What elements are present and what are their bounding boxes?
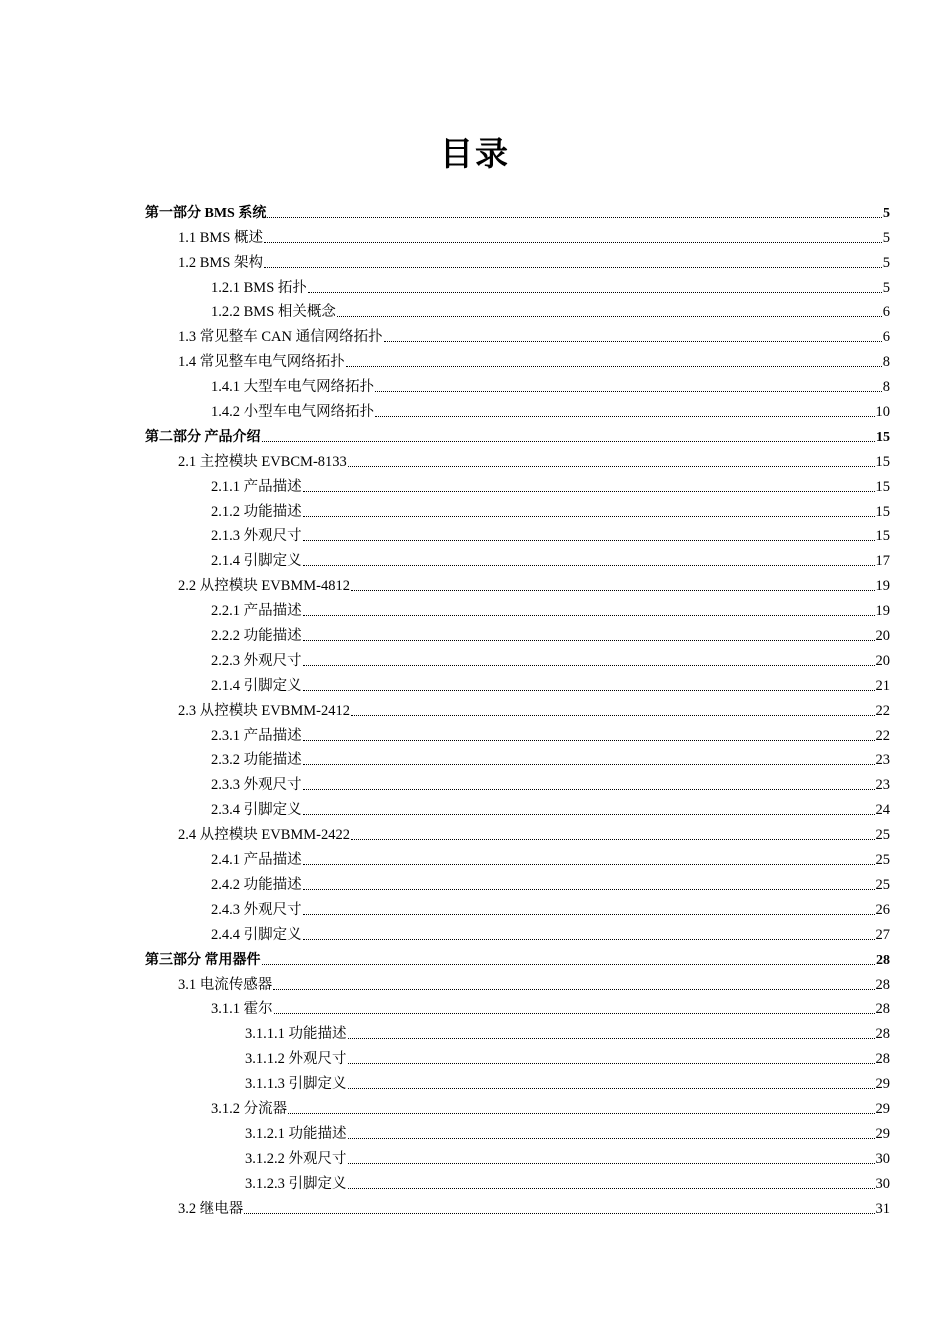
toc-entry-page-number: 6 (882, 304, 890, 321)
toc-entry-page-number: 5 (883, 205, 890, 221)
toc-entry-page-number: 15 (875, 453, 890, 470)
toc-entry[interactable] (145, 969, 890, 994)
dot-leader (337, 315, 882, 317)
toc-entry[interactable] (145, 371, 890, 396)
toc-entry-page-number: 28 (875, 1026, 890, 1043)
toc-entry[interactable] (145, 944, 890, 969)
dot-leader (348, 1062, 875, 1064)
toc-entry-page-number: 25 (875, 852, 890, 869)
toc-entry[interactable] (145, 545, 890, 570)
toc-entry-page-number: 20 (875, 628, 890, 645)
dot-leader (303, 813, 875, 815)
toc-entry[interactable] (145, 794, 890, 819)
toc-entry[interactable] (145, 645, 890, 670)
dot-leader (264, 241, 882, 243)
toc-entry-page-number: 22 (875, 727, 890, 744)
toc-entry-page-number: 24 (875, 802, 890, 819)
toc-entry[interactable] (145, 994, 890, 1019)
toc-entry[interactable] (145, 1043, 890, 1068)
dot-leader (348, 1187, 875, 1189)
toc-entry-label: 2.1.4 引脚定义 (211, 677, 302, 694)
toc-entry-page-number: 15 (875, 528, 890, 545)
toc-entry-label: 3.1.1.3 引脚定义 (245, 1076, 347, 1093)
toc-entry-page-number: 28 (875, 976, 890, 993)
toc-entry-label: 第一部分 BMS 系统 (145, 205, 267, 221)
toc-entry-label: 2.4.3 外观尺寸 (211, 901, 302, 918)
dot-leader (303, 763, 875, 765)
toc-entry[interactable] (145, 1168, 890, 1193)
toc-entry-label: 2.3 从控模块 EVBMM-2412 (178, 702, 350, 719)
dot-leader (308, 291, 882, 293)
toc-entry-label: 2.1 主控模块 EVBCM-8133 (178, 453, 347, 470)
dot-leader (346, 365, 882, 367)
dot-leader (303, 490, 875, 492)
toc-entry-page-number: 20 (875, 652, 890, 669)
dot-leader (288, 1112, 874, 1114)
table-of-contents (145, 197, 890, 1218)
toc-entry[interactable] (145, 396, 890, 421)
toc-entry-label: 2.3.1 产品描述 (211, 727, 302, 744)
toc-entry-page-number: 17 (875, 553, 890, 570)
toc-entry-page-number: 26 (875, 901, 890, 918)
toc-entry-page-number: 5 (882, 279, 890, 296)
toc-entry[interactable] (145, 1118, 890, 1143)
toc-entry[interactable] (145, 919, 890, 944)
toc-entry-label: 3.1 电流传感器 (178, 976, 273, 993)
toc-entry[interactable] (145, 595, 890, 620)
page-title: 目录 (440, 134, 510, 173)
toc-entry-page-number: 27 (875, 926, 890, 943)
dot-leader (351, 589, 875, 591)
toc-entry-label: 2.4 从控模块 EVBMM-2422 (178, 827, 350, 844)
toc-entry-label: 2.4.4 引脚定义 (211, 926, 302, 943)
toc-entry-page-number: 15 (876, 429, 890, 445)
dot-leader (348, 465, 875, 467)
toc-entry-label: 2.2.1 产品描述 (211, 603, 302, 620)
dot-leader (274, 1012, 875, 1014)
toc-entry[interactable] (145, 1093, 890, 1118)
toc-entry[interactable] (145, 421, 890, 446)
toc-entry-page-number: 25 (875, 827, 890, 844)
dot-leader (303, 539, 875, 541)
dot-leader (348, 1087, 875, 1089)
toc-entry-page-number: 31 (875, 1200, 890, 1217)
dot-leader (303, 639, 875, 641)
toc-entry-label: 1.2.1 BMS 拓扑 (211, 279, 307, 296)
toc-entry-page-number: 23 (875, 752, 890, 769)
dot-leader (303, 564, 875, 566)
toc-entry[interactable] (145, 446, 890, 471)
toc-entry-page-number: 6 (882, 329, 890, 346)
toc-entry-page-number: 28 (875, 1001, 890, 1018)
dot-leader (264, 266, 882, 268)
toc-entry[interactable] (145, 471, 890, 496)
dot-leader (303, 913, 875, 915)
dot-leader (351, 838, 875, 840)
toc-entry-label: 3.1.2.3 引脚定义 (245, 1175, 347, 1192)
dot-leader (303, 739, 875, 741)
toc-entry-label: 1.3 常见整车 CAN 通信网络拓扑 (178, 329, 383, 346)
dot-leader (348, 1037, 875, 1039)
toc-entry[interactable] (145, 197, 890, 222)
toc-entry-label: 1.4 常见整车电气网络拓扑 (178, 354, 345, 371)
toc-entry-page-number: 5 (882, 254, 890, 271)
toc-entry-label: 2.3.3 外观尺寸 (211, 777, 302, 794)
toc-entry[interactable] (145, 297, 890, 322)
toc-entry-label: 2.2.2 功能描述 (211, 628, 302, 645)
toc-entry-label: 第二部分 产品介绍 (145, 429, 261, 445)
toc-entry-page-number: 19 (875, 578, 890, 595)
toc-entry-page-number: 29 (875, 1076, 890, 1093)
toc-entry-page-number: 25 (875, 876, 890, 893)
toc-entry-label: 2.2 从控模块 EVBMM-4812 (178, 578, 350, 595)
toc-entry-page-number: 8 (882, 379, 890, 396)
toc-entry-label: 2.1.2 功能描述 (211, 503, 302, 520)
toc-entry[interactable] (145, 346, 890, 371)
dot-leader (348, 1162, 875, 1164)
dot-leader (375, 390, 882, 392)
toc-entry-page-number: 28 (876, 952, 890, 968)
toc-entry-page-number: 15 (875, 478, 890, 495)
toc-entry[interactable] (145, 695, 890, 720)
toc-entry-label: 2.1.4 引脚定义 (211, 553, 302, 570)
dot-leader (303, 689, 875, 691)
toc-entry-label: 2.3.4 引脚定义 (211, 802, 302, 819)
toc-entry[interactable] (145, 272, 890, 297)
toc-entry[interactable] (145, 670, 890, 695)
dot-leader (303, 938, 875, 940)
toc-entry[interactable] (145, 570, 890, 595)
toc-entry[interactable] (145, 869, 890, 894)
toc-entry[interactable] (145, 321, 890, 346)
toc-entry-page-number: 30 (875, 1175, 890, 1192)
toc-entry-page-number: 19 (875, 603, 890, 620)
dot-leader (384, 340, 882, 342)
toc-entry[interactable] (145, 1193, 890, 1218)
toc-entry-page-number: 30 (875, 1150, 890, 1167)
toc-entry-page-number: 10 (875, 404, 890, 421)
toc-entry[interactable] (145, 1143, 890, 1168)
toc-entry-label: 2.4.2 功能描述 (211, 876, 302, 893)
toc-entry-page-number: 28 (875, 1051, 890, 1068)
toc-entry-label: 3.1.2 分流器 (211, 1100, 288, 1117)
toc-entry-page-number: 29 (875, 1100, 890, 1117)
dot-leader (262, 440, 876, 442)
dot-leader (273, 988, 874, 990)
toc-entry-page-number: 22 (875, 702, 890, 719)
toc-entry-label: 3.1.2.2 外观尺寸 (245, 1150, 347, 1167)
toc-entry-label: 1.1 BMS 概述 (178, 229, 264, 246)
toc-entry-label: 3.1.2.1 功能描述 (245, 1125, 347, 1142)
toc-entry-label: 3.2 继电器 (178, 1200, 244, 1217)
toc-entry-label: 3.1.1.2 外观尺寸 (245, 1051, 347, 1068)
toc-entry-label: 3.1.1.1 功能描述 (245, 1026, 347, 1043)
toc-entry-label: 2.3.2 功能描述 (211, 752, 302, 769)
toc-entry-label: 第三部分 常用器件 (145, 952, 261, 968)
toc-entry-page-number: 8 (882, 354, 890, 371)
toc-entry-page-number: 29 (875, 1125, 890, 1142)
toc-entry-label: 2.4.1 产品描述 (211, 852, 302, 869)
toc-entry-label: 3.1.1 霍尔 (211, 1001, 273, 1018)
toc-entry[interactable] (145, 745, 890, 770)
toc-entry[interactable] (145, 1018, 890, 1043)
dot-leader (348, 1137, 875, 1139)
dot-leader (303, 888, 875, 890)
dot-leader (303, 664, 875, 666)
toc-entry[interactable] (145, 247, 890, 272)
dot-leader (262, 963, 876, 965)
toc-entry-label: 1.4.2 小型车电气网络拓扑 (211, 404, 375, 421)
toc-entry-page-number: 21 (875, 677, 890, 694)
toc-entry[interactable] (145, 1068, 890, 1093)
dot-leader (303, 788, 875, 790)
dot-leader (244, 1212, 874, 1214)
dot-leader (375, 415, 874, 417)
dot-leader (267, 216, 882, 218)
toc-entry-label: 1.2 BMS 架构 (178, 254, 264, 271)
toc-entry-label: 2.2.3 外观尺寸 (211, 652, 302, 669)
toc-entry-page-number: 15 (875, 503, 890, 520)
dot-leader (351, 714, 875, 716)
toc-entry[interactable] (145, 844, 890, 869)
toc-entry[interactable] (145, 894, 890, 919)
toc-entry[interactable] (145, 769, 890, 794)
toc-entry-page-number: 5 (882, 229, 890, 246)
toc-entry[interactable] (145, 620, 890, 645)
toc-entry-page-number: 23 (875, 777, 890, 794)
toc-entry-label: 2.1.3 外观尺寸 (211, 528, 302, 545)
toc-entry[interactable] (145, 720, 890, 745)
toc-entry-label: 1.4.1 大型车电气网络拓扑 (211, 379, 375, 396)
dot-leader (303, 515, 875, 517)
dot-leader (303, 614, 875, 616)
toc-entry[interactable] (145, 222, 890, 247)
dot-leader (303, 863, 875, 865)
toc-entry[interactable] (145, 496, 890, 521)
toc-entry-label: 2.1.1 产品描述 (211, 478, 302, 495)
toc-entry-label: 1.2.2 BMS 相关概念 (211, 304, 336, 321)
toc-entry[interactable] (145, 521, 890, 546)
toc-entry[interactable] (145, 819, 890, 844)
